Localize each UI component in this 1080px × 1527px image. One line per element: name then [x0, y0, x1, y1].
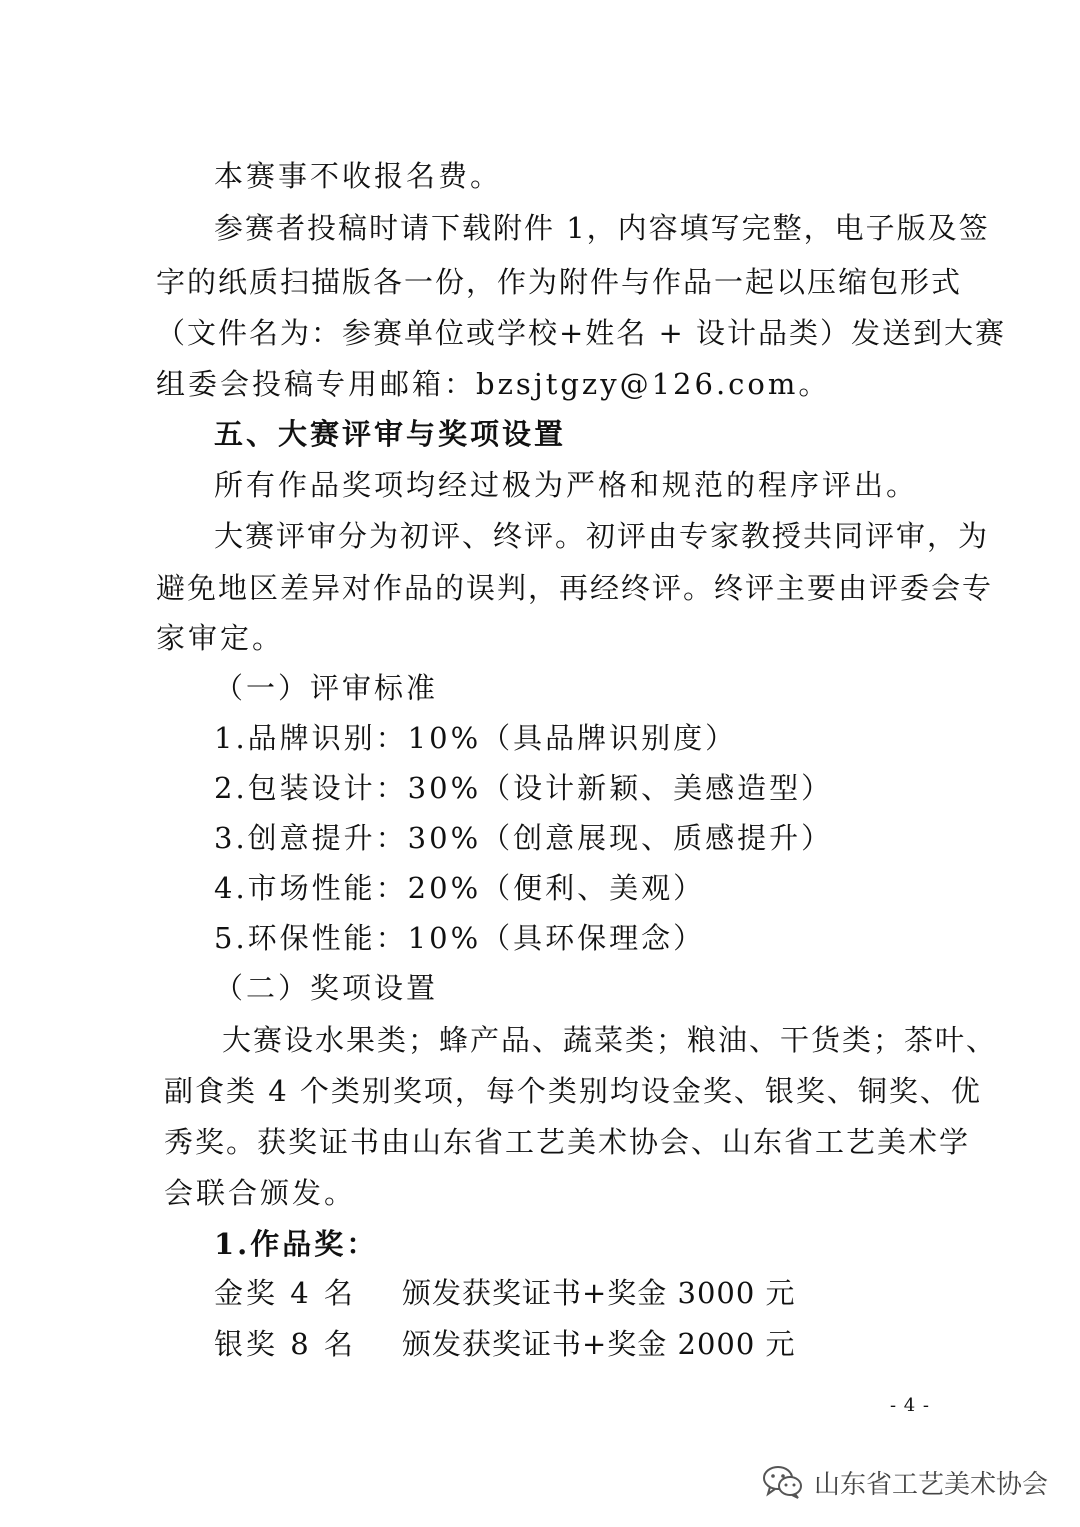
wechat-icon	[762, 1464, 804, 1500]
criteria-item-brand: 1.品牌识别：10%（具品牌识别度）	[214, 721, 738, 755]
paragraph-strict-evaluation: 所有作品奖项均经过极为严格和规范的程序评出。	[214, 468, 919, 502]
award-name: 金奖 4 名	[214, 1276, 356, 1310]
criteria-item-creativity: 3.创意提升：30%（创意展现、质感提升）	[214, 821, 834, 855]
subheading-award-setup: （二）奖项设置	[214, 971, 439, 1005]
wechat-watermark	[762, 1462, 1048, 1502]
paragraph-review-process-3: 家审定。	[156, 621, 285, 655]
award-description: 颁发获奖证书+奖金 3000 元	[402, 1276, 796, 1310]
paragraph-no-fee: 本赛事不收报名费。	[214, 159, 503, 193]
award-row-gold	[214, 1273, 814, 1313]
paragraph-submission-2: 字的纸质扫描版各一份，作为附件与作品一起以压缩包形式	[156, 265, 963, 299]
criteria-item-environment: 5.环保性能：10%（具环保理念）	[214, 921, 706, 955]
award-name: 银奖 8 名	[214, 1327, 356, 1361]
criteria-item-packaging: 2.包装设计：30%（设计新颖、美感造型）	[214, 771, 834, 805]
award-description: 颁发获奖证书+奖金 2000 元	[402, 1327, 796, 1361]
criteria-item-market: 4.市场性能：20%（便利、美观）	[214, 871, 706, 905]
paragraph-submission-3: （文件名为：参赛单位或学校+姓名 + 设计品类）发送到大赛	[156, 316, 1007, 350]
paragraph-submission-1: 参赛者投稿时请下载附件 1，内容填写完整，电子版及签	[214, 211, 990, 245]
subheading-review-criteria: （一）评审标准	[214, 671, 439, 705]
page-number: - 4 -	[889, 1395, 930, 1416]
paragraph-categories-1: 大赛设水果类；蜂产品、蔬菜类；粮油、干货类；茶叶、	[222, 1023, 998, 1057]
paragraph-categories-2: 副食类 4 个类别奖项，每个类别均设金奖、银奖、铜奖、优	[164, 1074, 982, 1108]
watermark-text: 山东省工艺美术协会	[813, 1469, 1048, 1500]
paragraph-categories-4: 会联合颁发。	[164, 1176, 357, 1210]
paragraph-review-process-1: 大赛评审分为初评、终评。初评由专家教授共同评审，为	[214, 519, 990, 553]
paragraph-submission-email: 组委会投稿专用邮箱：bzsjtgzy@126.com。	[156, 367, 831, 401]
section-heading-review-awards: 五、大赛评审与奖项设置	[214, 417, 567, 451]
award-row-silver	[214, 1324, 814, 1364]
paragraph-review-process-2: 避免地区差异对作品的误判，再经终评。终评主要由评委会专	[156, 571, 994, 605]
subheading-work-awards: 1.作品奖：	[214, 1227, 379, 1261]
paragraph-categories-3: 秀奖。获奖证书由山东省工艺美术协会、山东省工艺美术学	[164, 1125, 971, 1159]
